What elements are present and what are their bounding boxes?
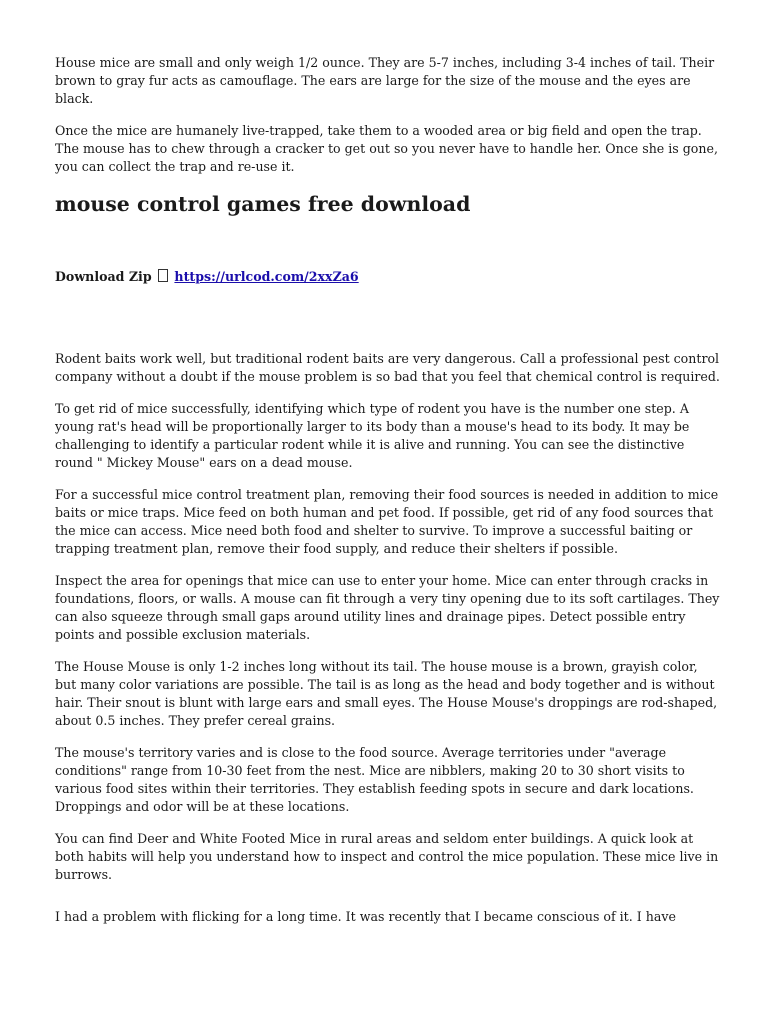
paragraph-inspect-openings: Inspect the area for openings that mice can use to enter your home. Mice can enter through cracks in foundations, floors, or walls. A mouse can fit through a very tiny opening due to its soft cartilages. They can also squeeze through small gaps around utility lines and drainage pipes. Detect possible entry points and possible exclusion materials. [55,573,720,642]
paragraph-deer-mice: You can find Deer and White Footed Mice in rural areas and seldom enter buildings. A quick look at both habits will help you understand how to inspect and control the mice population. These mice live in burrows. [55,831,719,882]
document-page [55,54,720,926]
paragraph-mice-size: House mice are small and only weigh 1/2 ounce. They are 5-7 inches, including 3-4 inches of tail. Their brown to gray fur acts as camouflage. The ears are large for the size of the mouse and the eyes are black. [55,55,715,106]
download-link[interactable]: https://urlcod.com/2xxZa6 [174,269,359,284]
paragraph-flicking: I had a problem with flicking for a long time. It was recently that I became conscious of it. I have [55,909,676,924]
paragraph-territory: The mouse's territory varies and is close to the food source. Average territories under "average conditions" range from 10-30 feet from the nest. Mice are nibblers, making 20 to 30 short visits to various food sites within their territories. They establish feeding spots in secure and dark locations. Droppings and odor will be at these locations. [55,745,694,814]
paragraph-identify-rodent: To get rid of mice successfully, identifying which type of rodent you have is the number one step. A young rat's head will be proportionally larger to its body than a mouse's head to its body. It may be challenging to identify a particular rodent while it is alive and running. You can see the distinctive round " Mickey Mouse" ears on a dead mouse. [55,401,690,470]
download-label: Download Zip [55,269,152,284]
paragraph-rodent-baits: Rodent baits work well, but traditional rodent baits are very dangerous. Call a professional pest control company without a doubt if the mouse problem is so bad that you feel that chemical control is required. [55,351,720,384]
paragraph-house-mouse: The House Mouse is only 1-2 inches long without its tail. The house mouse is a brown, grayish color, but many color variations are possible. The tail is as long as the head and body together and is without hair. Their snout is blunt with large ears and small eyes. The House Mouse's droppings are rod-shaped, about 0.5 inches. They prefer cereal grains. [55,659,718,728]
missing-glyph-icon [158,269,168,282]
download-line [55,268,720,286]
paragraph-live-trap: Once the mice are humanely live-trapped, take them to a wooded area or big field and open the trap. The mouse has to chew through a cracker to get out so you never have to handle her. Once she is gone, you can collect the trap and re-use it. [55,123,718,174]
page-title: mouse control games free download [55,192,471,216]
paragraph-treatment-plan: For a successful mice control treatment plan, removing their food sources is needed in addition to mice baits or mice traps. Mice feed on both human and pet food. If possible, get rid of any food sources that the mice can access. Mice need both food and shelter to survive. To improve a successful baiting or trapping treatment plan, remove their food supply, and reduce their shelters if possible. [55,487,719,556]
